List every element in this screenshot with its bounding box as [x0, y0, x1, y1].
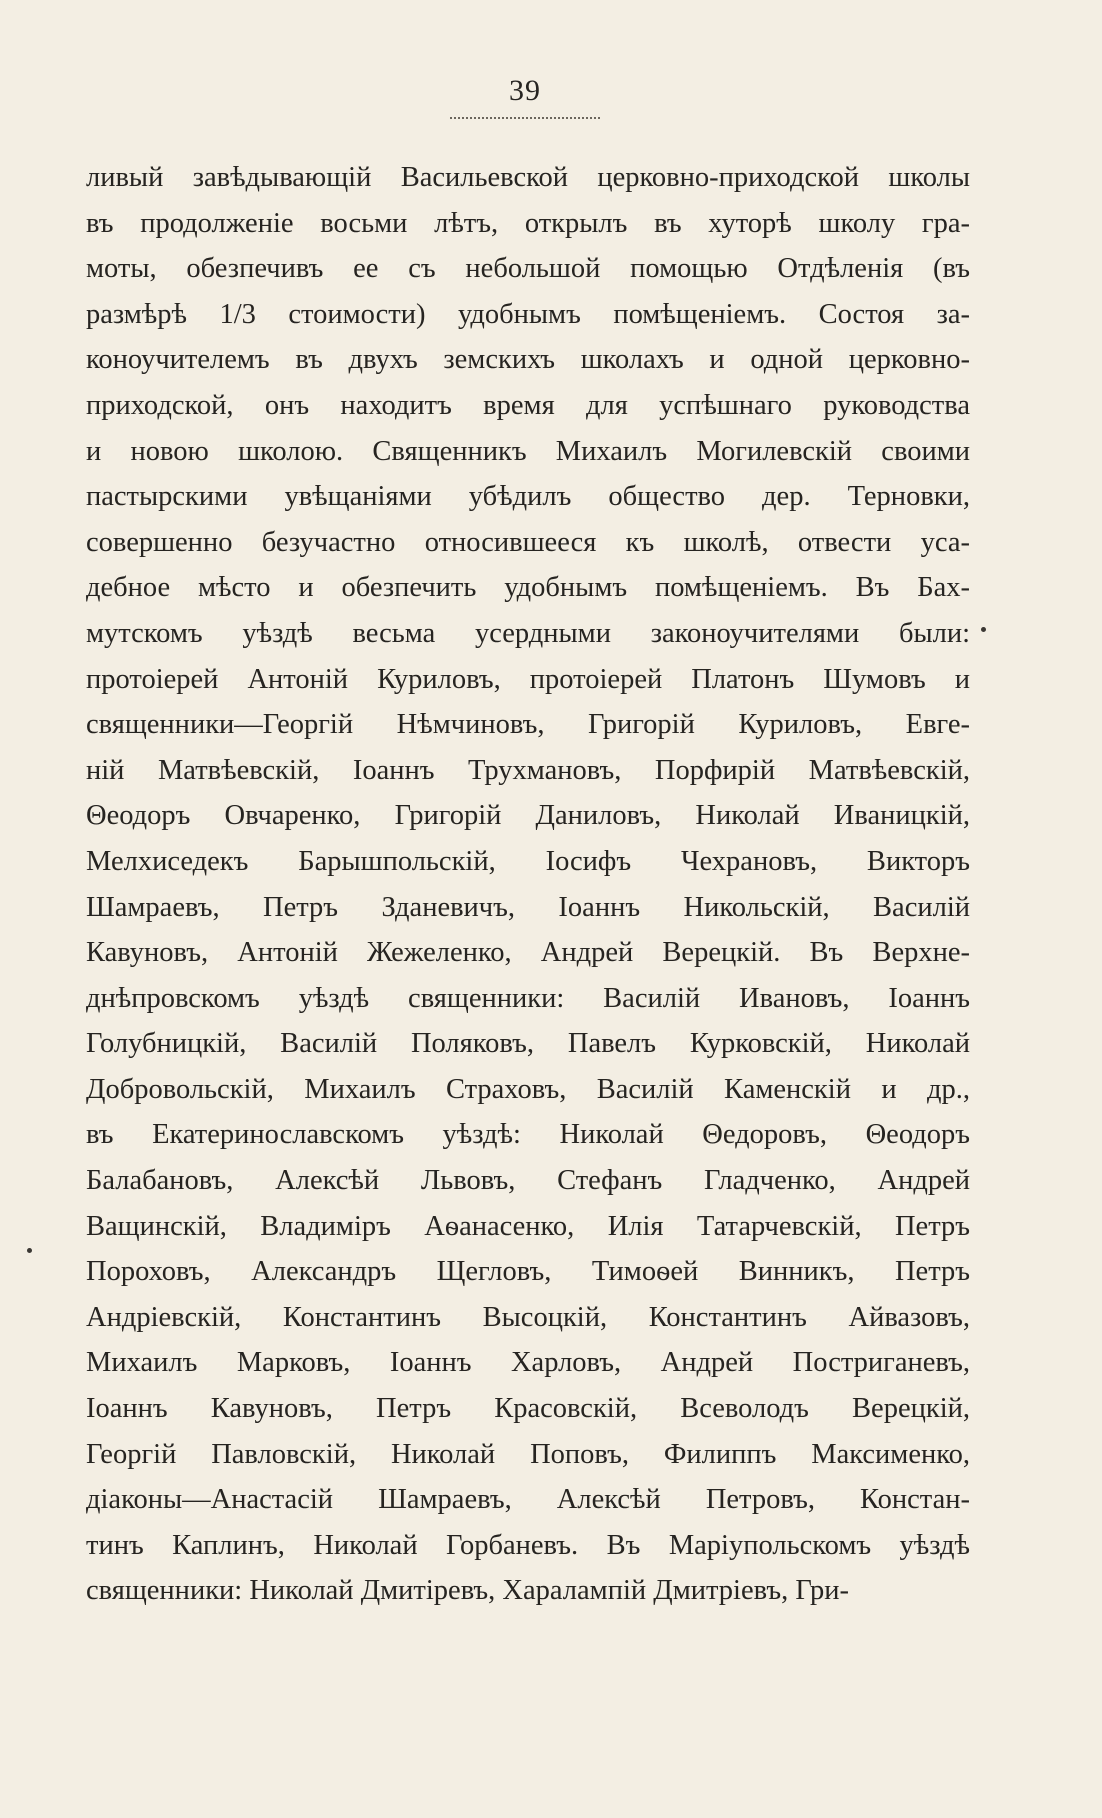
- text-line: пастырскими увѣщаніями убѣдилъ общество дер. Терновки,: [86, 481, 970, 513]
- text-line: протоіерей Антоній Куриловъ, протоіерей Платонъ Шумовъ и: [86, 663, 970, 695]
- text-line: мутскомъ уѣздѣ весьма усердными законоучителями были:: [86, 617, 970, 649]
- text-line: Шамраевъ, Петръ Зданевичъ, Іоаннъ Никольскій, Василій: [86, 891, 970, 923]
- text-line: Кавуновъ, Антоній Жежеленко, Андрей Верецкій. Въ Верхне-: [86, 937, 970, 969]
- text-line: Михаилъ Марковъ, Іоаннъ Харловъ, Андрей Постриганевъ,: [86, 1347, 970, 1379]
- text-line: діаконы—Анастасій Шамраевъ, Алексѣй Петровъ, Констан-: [86, 1484, 970, 1516]
- text-line: днѣпровскомъ уѣздѣ священники: Василій Ивановъ, Іоаннъ: [86, 982, 970, 1014]
- text-line: Мелхиседекъ Барышпольскій, Іосифъ Чехрановъ, Викторъ: [86, 845, 970, 877]
- text-line: Голубницкій, Василій Поляковъ, Павелъ Курковскій, Николай: [86, 1028, 970, 1060]
- text-line: моты, обезпечивъ ее съ небольшой помощью Отдѣленія (въ: [86, 253, 970, 285]
- text-line: дебное мѣсто и обезпечить удобнымъ помѣщеніемъ. Въ Бах-: [86, 572, 970, 604]
- body-text: [86, 155, 970, 1614]
- text-line: Добровольскій, Михаилъ Страховъ, Василій Каменскій и др.,: [86, 1073, 970, 1105]
- text-line: Іоаннъ Кавуновъ, Петръ Красовскій, Всеволодъ Верецкій,: [86, 1393, 970, 1425]
- header-dotted-rule: [450, 117, 600, 119]
- text-line: священники: Николай Дмитіревъ, Харалампій Дмитріевъ, Гри-: [86, 1575, 850, 1607]
- text-line: Ващинскій, Владиміръ Аѳанасенко, Илія Татарчевскій, Петръ: [86, 1210, 970, 1242]
- page-number: 39: [509, 74, 541, 107]
- text-line: Георгій Павловскій, Николай Поповъ, Филиппъ Максименко,: [86, 1438, 970, 1470]
- text-line: ній Матвѣевскій, Іоаннъ Трухмановъ, Порфирій Матвѣевскій,: [86, 754, 970, 786]
- text-line: Пороховъ, Александръ Щегловъ, Тимоѳей Винникъ, Петръ: [86, 1256, 970, 1288]
- margin-mark: [27, 1248, 32, 1253]
- margin-mark: [981, 627, 986, 632]
- text-line: размѣрѣ 1/3 стоимости) удобнымъ помѣщеніемъ. Состоя за-: [86, 298, 970, 330]
- text-line: совершенно безучастно относившееся къ школѣ, отвести уса-: [86, 526, 970, 558]
- text-line: приходской, онъ находитъ время для успѣшнаго руководства: [86, 389, 970, 421]
- text-line: Θеодоръ Овчаренко, Григорій Даниловъ, Николай Иваницкій,: [86, 800, 970, 832]
- text-line: въ Екатеринославскомъ уѣздѣ: Николай Θедоровъ, Θеодоръ: [86, 1119, 970, 1151]
- text-line: и новою школою. Священникъ Михаилъ Могилевскій своими: [86, 435, 970, 467]
- text-line: священники—Георгій Нѣмчиновъ, Григорій Куриловъ, Евге-: [86, 709, 970, 741]
- text-line: Андріевскій, Константинъ Высоцкій, Константинъ Айвазовъ,: [86, 1301, 970, 1333]
- text-line: ливый завѣдывающій Васильевской церковно-приходской школы: [86, 162, 970, 193]
- text-line: въ продолженіе восьми лѣтъ, открылъ въ хуторѣ школу гра-: [86, 207, 970, 239]
- text-line: тинъ Каплинъ, Николай Горбаневъ. Въ Маріупольскомъ уѣздѣ: [86, 1529, 970, 1561]
- text-line: коноучителемъ въ двухъ земскихъ школахъ и одной церковно-: [86, 344, 970, 376]
- text-line: Балабановъ, Алексѣй Львовъ, Стефанъ Гладченко, Андрей: [86, 1165, 970, 1197]
